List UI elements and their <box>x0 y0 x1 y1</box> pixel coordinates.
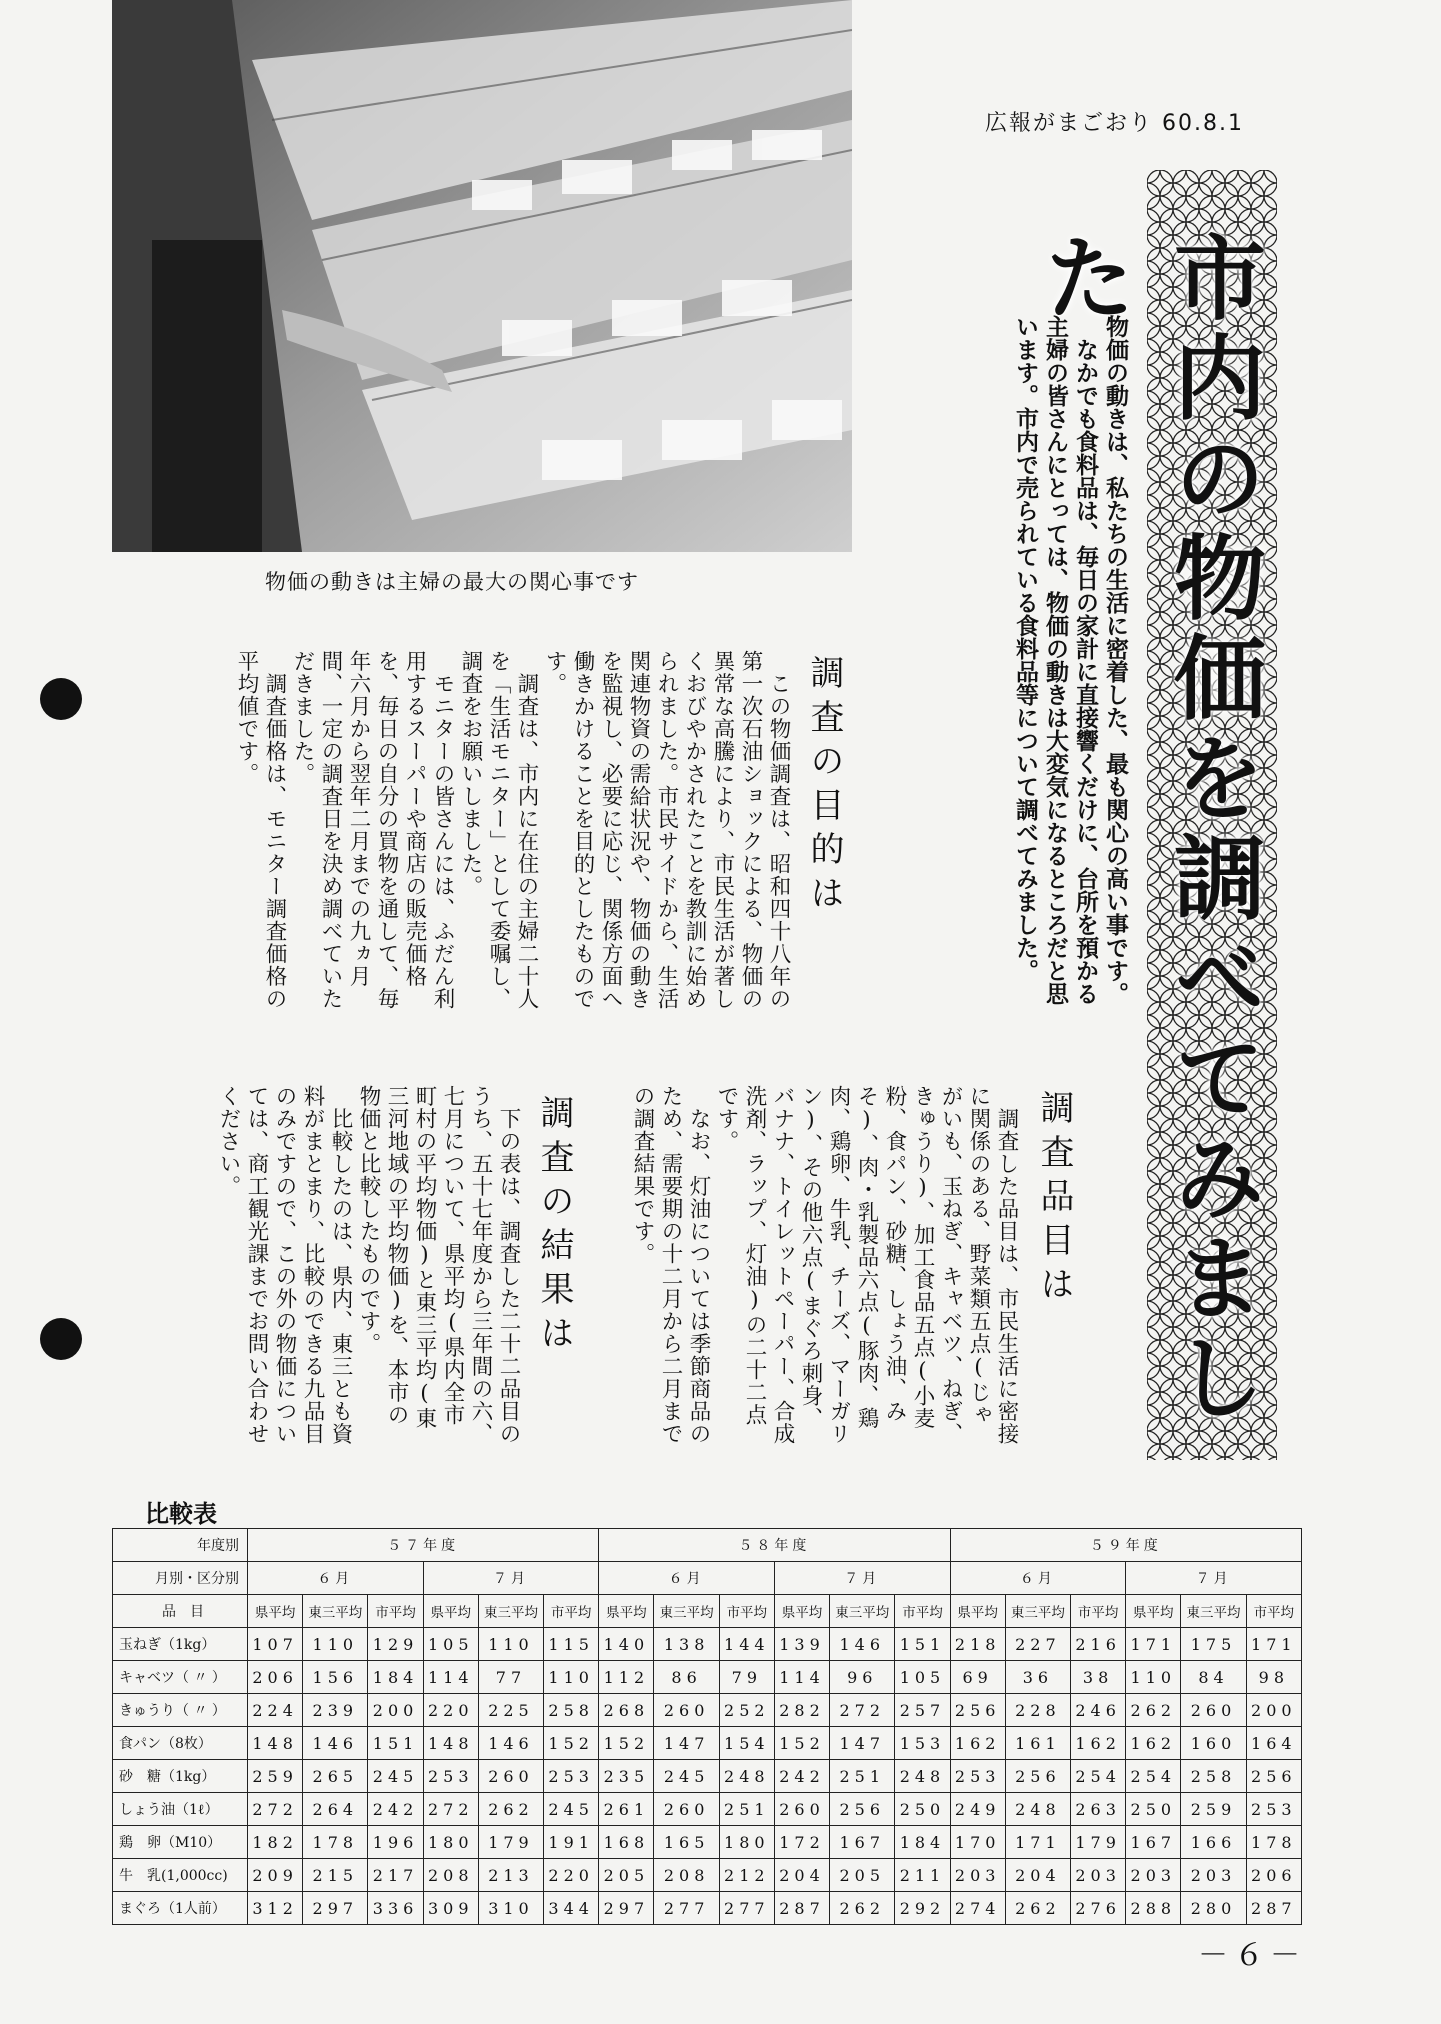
price-cell: 250 <box>895 1793 950 1826</box>
price-cell: 309 <box>423 1892 478 1925</box>
subcol-header: 東三平均 <box>830 1595 895 1628</box>
price-cell: 114 <box>774 1661 829 1694</box>
price-cell: 110 <box>303 1628 368 1661</box>
price-cell: 239 <box>303 1694 368 1727</box>
price-cell: 292 <box>895 1892 950 1925</box>
price-cell: 272 <box>248 1793 303 1826</box>
price-cell: 175 <box>1181 1628 1246 1661</box>
table-row <box>113 1826 1302 1859</box>
price-cell: 235 <box>599 1760 654 1793</box>
year-header: ５８年度 <box>599 1529 950 1562</box>
market-photo <box>112 0 852 552</box>
price-cell: 287 <box>1246 1892 1301 1925</box>
price-cell: 256 <box>1005 1760 1070 1793</box>
intro-text: 物価の動きは、私たちの生活に密着した、最も関心の高い事です。 なかでも食料品は、毎日の家計に直接響くだけに、台所を預かる主婦の皆さんにとっては、物価の動きは大変気になるところだと思います。市内で売られている食料品等について調べてみました。 <box>1012 315 1128 1005</box>
price-cell: 245 <box>368 1760 423 1793</box>
price-cell: 86 <box>654 1661 719 1694</box>
price-cell: 153 <box>895 1727 950 1760</box>
price-cell: 165 <box>654 1826 719 1859</box>
purpose-body: この物価調査は、昭和四十八年の第一次石油ショックによる、物価の異常な高騰により、市民生活が著しくおびやかされたことを教訓に始められました。市民サイドから、生活関連物資の需給状況や、物価の動きを監視し、必要に応じ、関係方面へ働きかけることを目的としたものです。 調査は、市内に在住の主婦二十人を「生活モニター」として委嘱し、調査をお願いしました。 モニターの皆さんには、ふだん利用するスーパーや商店の販売価格を、毎日の自分の買物を通して、毎年六月から翌年二月までの九ヵ月間、一定の調査日を決め調べていただきました。 調査価格は、モニター調査価格の平均値です。 <box>234 650 791 1010</box>
price-cell: 205 <box>830 1859 895 1892</box>
price-cell: 212 <box>719 1859 774 1892</box>
price-cell: 203 <box>1126 1859 1181 1892</box>
price-cell: 162 <box>950 1727 1005 1760</box>
price-cell: 218 <box>950 1628 1005 1661</box>
price-cell: 254 <box>1071 1760 1126 1793</box>
items-heading: 調査品目は <box>1034 1090 1074 1310</box>
price-cell: 268 <box>599 1694 654 1727</box>
subcol-header: 市平均 <box>1071 1595 1126 1628</box>
price-cell: 253 <box>950 1760 1005 1793</box>
item-name-cell: しょう油（1ℓ） <box>113 1793 248 1826</box>
price-cell: 217 <box>368 1859 423 1892</box>
price-cell: 180 <box>719 1826 774 1859</box>
price-cell: 258 <box>544 1694 599 1727</box>
subcol-header: 市平均 <box>368 1595 423 1628</box>
table-row <box>113 1727 1302 1760</box>
subcol-header: 市平均 <box>895 1595 950 1628</box>
price-cell: 209 <box>248 1859 303 1892</box>
price-cell: 211 <box>895 1859 950 1892</box>
price-cell: 168 <box>599 1826 654 1859</box>
price-cell: 110 <box>478 1628 543 1661</box>
price-cell: 161 <box>1005 1727 1070 1760</box>
price-cell: 245 <box>544 1793 599 1826</box>
supermarket-shelf-image <box>112 0 852 552</box>
item-name-cell: まぐろ（1人前） <box>113 1892 248 1925</box>
table-row <box>113 1793 1302 1826</box>
price-cell: 148 <box>248 1727 303 1760</box>
price-cell: 259 <box>248 1760 303 1793</box>
price-cell: 196 <box>368 1826 423 1859</box>
binder-hole <box>40 1318 82 1360</box>
price-cell: 98 <box>1246 1661 1301 1694</box>
item-name-cell: 食パン（8枚） <box>113 1727 248 1760</box>
price-cell: 297 <box>599 1892 654 1925</box>
price-cell: 84 <box>1181 1661 1246 1694</box>
price-cell: 178 <box>303 1826 368 1859</box>
result-heading: 調査の結果は <box>534 1095 574 1359</box>
subcol-header: 市平均 <box>544 1595 599 1628</box>
price-cell: 264 <box>303 1793 368 1826</box>
price-cell: 147 <box>830 1727 895 1760</box>
month-header: ７月 <box>774 1562 950 1595</box>
price-cell: 154 <box>719 1727 774 1760</box>
price-cell: 69 <box>950 1661 1005 1694</box>
price-cell: 213 <box>478 1859 543 1892</box>
price-cell: 147 <box>654 1727 719 1760</box>
price-cell: 225 <box>478 1694 543 1727</box>
price-cell: 156 <box>303 1661 368 1694</box>
price-cell: 191 <box>544 1826 599 1859</box>
price-cell: 115 <box>544 1628 599 1661</box>
price-cell: 129 <box>368 1628 423 1661</box>
price-cell: 170 <box>950 1826 1005 1859</box>
binder-hole <box>40 678 82 720</box>
price-cell: 112 <box>599 1661 654 1694</box>
price-cell: 252 <box>719 1694 774 1727</box>
subcol-header: 市平均 <box>1246 1595 1301 1628</box>
price-cell: 162 <box>1071 1727 1126 1760</box>
price-cell: 205 <box>599 1859 654 1892</box>
price-cell: 265 <box>303 1760 368 1793</box>
table-header-row <box>113 1595 1302 1628</box>
subcol-header: 県平均 <box>248 1595 303 1628</box>
price-cell: 146 <box>303 1727 368 1760</box>
price-cell: 344 <box>544 1892 599 1925</box>
price-cell: 171 <box>1005 1826 1070 1859</box>
price-cell: 200 <box>1246 1694 1301 1727</box>
price-cell: 272 <box>423 1793 478 1826</box>
price-cell: 110 <box>1126 1661 1181 1694</box>
month-header: ６月 <box>248 1562 424 1595</box>
price-cell: 151 <box>895 1628 950 1661</box>
month-header: ７月 <box>423 1562 599 1595</box>
price-cell: 36 <box>1005 1661 1070 1694</box>
price-cell: 248 <box>1005 1793 1070 1826</box>
price-cell: 262 <box>478 1793 543 1826</box>
item-name-cell: 鶏 卵（M10） <box>113 1826 248 1859</box>
price-cell: 260 <box>654 1793 719 1826</box>
price-cell: 312 <box>248 1892 303 1925</box>
table-header-row <box>113 1562 1302 1595</box>
price-cell: 272 <box>830 1694 895 1727</box>
price-cell: 203 <box>950 1859 1005 1892</box>
price-cell: 152 <box>599 1727 654 1760</box>
price-cell: 79 <box>719 1661 774 1694</box>
price-cell: 114 <box>423 1661 478 1694</box>
price-cell: 138 <box>654 1628 719 1661</box>
photo-caption: 物価の動きは主婦の最大の関心事です <box>265 570 639 594</box>
price-cell: 160 <box>1181 1727 1246 1760</box>
price-cell: 258 <box>1181 1760 1246 1793</box>
price-cell: 227 <box>1005 1628 1070 1661</box>
price-cell: 96 <box>830 1661 895 1694</box>
price-cell: 336 <box>368 1892 423 1925</box>
price-cell: 256 <box>1246 1760 1301 1793</box>
price-cell: 260 <box>774 1793 829 1826</box>
issue-header: 広報がまごおり 60.8.1 <box>985 111 1244 136</box>
price-cell: 172 <box>774 1826 829 1859</box>
price-cell: 110 <box>544 1661 599 1694</box>
subcol-header: 東三平均 <box>478 1595 543 1628</box>
item-name-cell: 玉ねぎ（1kg） <box>113 1628 248 1661</box>
price-cell: 148 <box>423 1727 478 1760</box>
price-cell: 297 <box>303 1892 368 1925</box>
subcol-header: 県平均 <box>774 1595 829 1628</box>
month-header: ６月 <box>950 1562 1126 1595</box>
year-header: ５９年度 <box>950 1529 1301 1562</box>
price-cell: 260 <box>1181 1694 1246 1727</box>
price-cell: 249 <box>950 1793 1005 1826</box>
price-cell: 248 <box>719 1760 774 1793</box>
table-row <box>113 1760 1302 1793</box>
price-cell: 242 <box>368 1793 423 1826</box>
price-cell: 228 <box>1005 1694 1070 1727</box>
price-cell: 38 <box>1071 1661 1126 1694</box>
price-cell: 146 <box>830 1628 895 1661</box>
price-cell: 204 <box>774 1859 829 1892</box>
price-cell: 245 <box>654 1760 719 1793</box>
price-cell: 166 <box>1181 1826 1246 1859</box>
price-cell: 144 <box>719 1628 774 1661</box>
price-cell: 287 <box>774 1892 829 1925</box>
subcol-header: 市平均 <box>719 1595 774 1628</box>
price-cell: 253 <box>1246 1793 1301 1826</box>
price-cell: 277 <box>719 1892 774 1925</box>
price-cell: 256 <box>950 1694 1005 1727</box>
purpose-heading: 調査の目的は <box>804 655 844 919</box>
subcol-header: 東三平均 <box>1005 1595 1070 1628</box>
price-cell: 248 <box>895 1760 950 1793</box>
price-cell: 204 <box>1005 1859 1070 1892</box>
price-cell: 259 <box>1181 1793 1246 1826</box>
price-cell: 200 <box>368 1694 423 1727</box>
price-cell: 261 <box>599 1793 654 1826</box>
price-cell: 151 <box>368 1727 423 1760</box>
subcol-header: 東三平均 <box>1181 1595 1246 1628</box>
subcol-header: 東三平均 <box>303 1595 368 1628</box>
month-header: ６月 <box>599 1562 775 1595</box>
price-cell: 146 <box>478 1727 543 1760</box>
price-cell: 256 <box>830 1793 895 1826</box>
price-cell: 263 <box>1071 1793 1126 1826</box>
price-cell: 206 <box>248 1661 303 1694</box>
price-cell: 184 <box>368 1661 423 1694</box>
price-cell: 77 <box>478 1661 543 1694</box>
price-cell: 208 <box>423 1859 478 1892</box>
price-cell: 162 <box>1126 1727 1181 1760</box>
year-header: ５７年度 <box>248 1529 599 1562</box>
price-cell: 276 <box>1071 1892 1126 1925</box>
price-cell: 203 <box>1181 1859 1246 1892</box>
subcol-header: 県平均 <box>1126 1595 1181 1628</box>
price-cell: 164 <box>1246 1727 1301 1760</box>
month-header: ７月 <box>1126 1562 1302 1595</box>
price-cell: 152 <box>544 1727 599 1760</box>
result-body: 下の表は、調査した二十二品目のうち、五十七年度から三年間の六、七月について、県平均(県内全市町村の平均物価)と東三平均(東三河地域の平均物価)を、本市の物価と比較したものです。 比較したのは、県内、東三とも資料がまとまり、比較のできる九品目のみですので、この外の物価については、商工観光課までお問い合わせください。 <box>216 1085 521 1445</box>
price-cell: 280 <box>1181 1892 1246 1925</box>
comparison-table <box>112 1528 1302 1925</box>
price-cell: 254 <box>1126 1760 1181 1793</box>
price-cell: 220 <box>544 1859 599 1892</box>
item-name-cell: 砂 糖（1kg） <box>113 1760 248 1793</box>
item-name-cell: きゅうり（ 〃 ） <box>113 1694 248 1727</box>
price-cell: 182 <box>248 1826 303 1859</box>
table-row <box>113 1694 1302 1727</box>
corner-month-label: 月別・区分別 <box>113 1562 248 1595</box>
price-cell: 179 <box>1071 1826 1126 1859</box>
corner-item-label: 品 目 <box>113 1595 248 1628</box>
page-number: －６－ <box>1198 1938 1306 1973</box>
price-cell: 179 <box>478 1826 543 1859</box>
price-cell: 184 <box>895 1826 950 1859</box>
price-cell: 251 <box>719 1793 774 1826</box>
price-cell: 167 <box>1126 1826 1181 1859</box>
price-cell: 139 <box>774 1628 829 1661</box>
price-cell: 224 <box>248 1694 303 1727</box>
price-cell: 253 <box>423 1760 478 1793</box>
price-cell: 262 <box>830 1892 895 1925</box>
table-row <box>113 1892 1302 1925</box>
price-cell: 140 <box>599 1628 654 1661</box>
price-cell: 206 <box>1246 1859 1301 1892</box>
price-cell: 105 <box>895 1661 950 1694</box>
price-cell: 246 <box>1071 1694 1126 1727</box>
table-header-row <box>113 1529 1302 1562</box>
price-cell: 220 <box>423 1694 478 1727</box>
price-cell: 152 <box>774 1727 829 1760</box>
table-row <box>113 1859 1302 1892</box>
price-cell: 262 <box>1005 1892 1070 1925</box>
price-cell: 180 <box>423 1826 478 1859</box>
price-cell: 274 <box>950 1892 1005 1925</box>
price-cell: 171 <box>1246 1628 1301 1661</box>
item-name-cell: キャベツ（ 〃 ） <box>113 1661 248 1694</box>
table-row <box>113 1661 1302 1694</box>
subcol-header: 県平均 <box>950 1595 1005 1628</box>
subcol-header: 県平均 <box>599 1595 654 1628</box>
price-cell: 178 <box>1246 1826 1301 1859</box>
price-cell: 310 <box>478 1892 543 1925</box>
price-cell: 260 <box>478 1760 543 1793</box>
price-cell: 105 <box>423 1628 478 1661</box>
subcol-header: 県平均 <box>423 1595 478 1628</box>
corner-year-label: 年度別 <box>113 1529 248 1562</box>
price-cell: 251 <box>830 1760 895 1793</box>
price-cell: 288 <box>1126 1892 1181 1925</box>
item-name-cell: 牛 乳(1,000cc) <box>113 1859 248 1892</box>
subcol-header: 東三平均 <box>654 1595 719 1628</box>
price-cell: 167 <box>830 1826 895 1859</box>
price-cell: 171 <box>1126 1628 1181 1661</box>
price-cell: 282 <box>774 1694 829 1727</box>
items-body: 調査した品目は、市民生活に密接に関係のある、野菜類五点(じゃがいも、玉ねぎ、キャベツ、ねぎ、きゅうり)、加工食品五点(小麦粉、食パン、砂糖、しょう油、みそ)、肉・乳製品六点(豚肉、鶏肉、鶏卵、牛乳、チーズ、マーガリン)、その他六点(まぐろ刺身、バナナ、トイレットペーパー、合成洗剤、ラップ、灯油)の二十二点です。 なお、灯油については季節商品のため、需要期の十二月から二月までの調査結果です。 <box>630 1085 1019 1445</box>
price-cell: 277 <box>654 1892 719 1925</box>
price-cell: 242 <box>774 1760 829 1793</box>
price-cell: 260 <box>654 1694 719 1727</box>
price-cell: 253 <box>544 1760 599 1793</box>
page-title: 市内の物価を調べてみました <box>1029 230 1266 1430</box>
table-title: 比較表 <box>145 1500 217 1528</box>
price-cell: 203 <box>1071 1859 1126 1892</box>
table-row <box>113 1628 1302 1661</box>
price-cell: 262 <box>1126 1694 1181 1727</box>
price-cell: 215 <box>303 1859 368 1892</box>
price-cell: 107 <box>248 1628 303 1661</box>
price-cell: 257 <box>895 1694 950 1727</box>
price-cell: 216 <box>1071 1628 1126 1661</box>
price-cell: 208 <box>654 1859 719 1892</box>
price-cell: 250 <box>1126 1793 1181 1826</box>
